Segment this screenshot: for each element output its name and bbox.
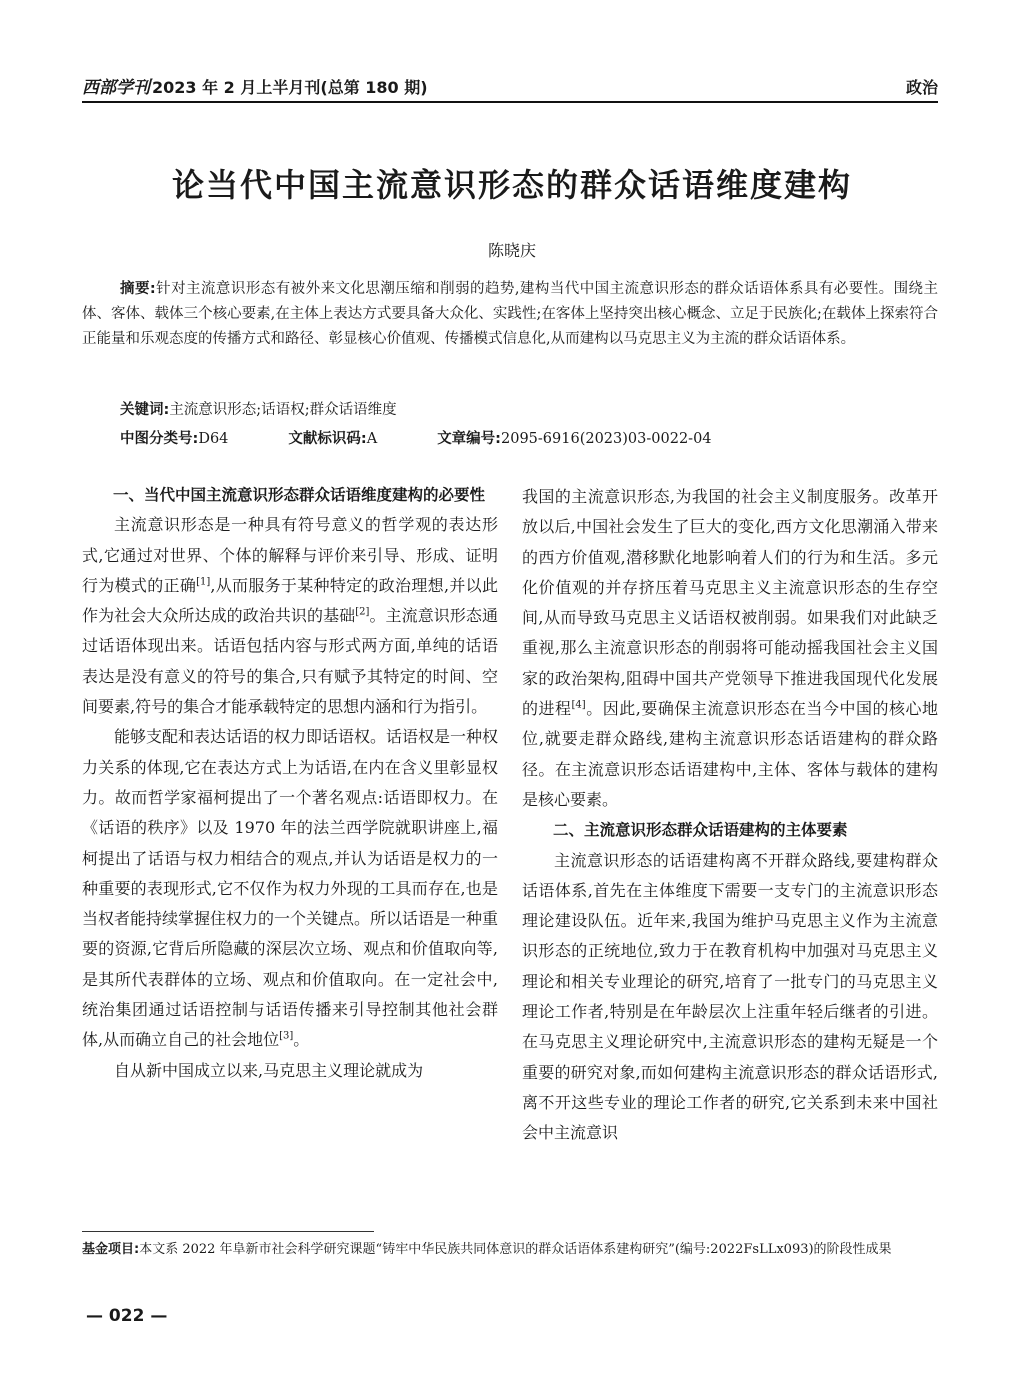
footnote-rule bbox=[82, 1231, 374, 1232]
paragraph: 主流意识形态的话语建构离不开群众路线,要建构群众话语体系,首先在主体维度下需要一支专门的主流意识形态理论建设队伍。近年来,我国为维护马克思主义作为主流意识形态的正统地位,致力于在教育机构中加强对马克思主义理论和相关专业理论的研究,培育了一批专门的马克思主义理论工作者,特别是在年龄层次上注重年轻后继者的引进。在马克思主义理论研究中,主流意识形态的建构无疑是一个重要的研究对象,而如何建构主流意识形态的群众话语形式,离不开这些专业的理论工作者的研究,它关系到未来中国社会中主流意识 bbox=[522, 850, 938, 1143]
paragraph: 能够支配和表达话语的权力即话语权。话语权是一种权力关系的体现,它在表达方式上为话语,在内在含义里彰显权力。故而哲学家福柯提出了一个著名观点:话语即权力。在《话语的秩序》以及 1970 年的法兰西学院就职讲座上,福柯提出了话语与权力相结合的观点,并认为话语是权力的一种重要的表现形式,它不仅作为权力外现的工具而存在,也是当权者能持续掌握住权力的一个关键点。所以话语是一种重要的资源,它背后所隐藏的深层次立场、观点和价值取向等,是其所代表群体的立场、观点和价值取向。在一定社会中,统治集团通过话语控制与话语传播来引导控制其他社会群体,从而确立自己的社会地位[3]。 bbox=[82, 727, 499, 1050]
doc-code-group bbox=[288, 427, 377, 448]
clc-value: D64 bbox=[198, 431, 229, 447]
abstract-label: 摘要: bbox=[120, 281, 156, 297]
citation-ref: [1] bbox=[196, 576, 211, 588]
section-label: 政治 bbox=[905, 78, 938, 97]
doc-code-label: 文献标识码: bbox=[288, 431, 367, 447]
keywords bbox=[120, 398, 397, 419]
article-title: 论当代中国主流意识形态的群众话语维度建构 bbox=[171, 166, 852, 204]
keywords-text: 主流意识形态;话语权;群众话语维度 bbox=[169, 402, 397, 418]
header-left bbox=[82, 73, 428, 98]
abstract bbox=[82, 277, 938, 352]
left-column bbox=[82, 480, 498, 1086]
clc-group bbox=[120, 427, 228, 448]
running-header bbox=[82, 66, 938, 98]
journal-logo: 西部学刊 bbox=[82, 78, 150, 98]
classification-line bbox=[120, 427, 938, 448]
author-name: 陈晓庆 bbox=[487, 241, 536, 260]
section-heading-2: 二、主流意识形态群众话语建构的主体要素 bbox=[553, 821, 848, 840]
article-number-label: 文章编号: bbox=[437, 431, 501, 447]
fund-text: 本文系 2022 年阜新市社会科学研究课题“铸牢中华民族共同体意识的群众话语体系建构研究”(编号:2022FsLLx093)的阶段性成果 bbox=[139, 1242, 892, 1257]
fund-label: 基金项目: bbox=[82, 1242, 140, 1257]
paragraph: 自从新中国成立以来,马克思主义理论就成为 bbox=[114, 1060, 424, 1080]
article-number-value: 2095-6916(2023)03-0022-04 bbox=[501, 431, 712, 447]
section-heading-1: 一、当代中国主流意识形态群众话语维度建构的必要性 bbox=[113, 486, 486, 504]
issue-info: 2023 年 2 月上半月刊(总第 180 期) bbox=[152, 78, 428, 97]
fund-note bbox=[82, 1238, 938, 1261]
paragraph: 我国的主流意识形态,为我国的社会主义制度服务。改革开放以后,中国社会发生了巨大的变化,西方文化思潮涌入带来的西方价值观,潜移默化地影响着人们的行为和生活。多元化价值观的并存挤压着马克思主义主流意识形态的生存空间,从而导致马克思主义话语权被削弱。如果我们对此缺乏重视,那么主流意识形态的削弱将可能动摇我国社会主义国家的政治架构,阻碍中国共产党领导下推进我国现代化发展的进程[4]。因此,要确保主流意识形态在当今中国的核心地位,就要走群众路线,建构主流意识形态话语建构的群众路径。在主流意识形态话语建构中,主体、客体与载体的建构是核心要素。 bbox=[522, 487, 938, 809]
page-number: — 022 — bbox=[86, 1306, 168, 1326]
right-column bbox=[522, 482, 938, 1149]
keywords-label: 关键词: bbox=[120, 402, 170, 418]
header-rule bbox=[82, 101, 938, 103]
clc-label: 中图分类号: bbox=[120, 431, 199, 447]
citation-ref: [2] bbox=[355, 606, 370, 618]
citation-ref: [4] bbox=[571, 699, 586, 711]
citation-ref: [3] bbox=[279, 1031, 294, 1043]
doc-code-value: A bbox=[366, 431, 378, 447]
article-number-group bbox=[437, 427, 711, 448]
abstract-text: 针对主流意识形态有被外来文化思潮压缩和削弱的趋势,建构当代中国主流意识形态的群众话语体系具有必要性。围绕主体、客体、载体三个核心要素,在主体上表达方式要具备大众化、实践性;在客体上坚持突出核心概念、立足于民族化;在载体上探索符合正能量和乐观态度的传播方式和路径、彰显核心价值观、传播模式信息化,从而建构以马克思主义为主流的群众话语体系。 bbox=[82, 281, 938, 347]
paragraph: 主流意识形态是一种具有符号意义的哲学观的表达形式,它通过对世界、个体的解释与评价来引导、形成、证明行为模式的正确[1],从而服务于某种特定的政治理想,并以此作为社会大众所达成的政治共识的基础[2]。主流意识形态通过话语体现出来。话语包括内容与形式两方面,单纯的话语表达是没有意义的符号的集合,只有赋予其特定的时间、空间要素,符号的集合才能承载特定的思想内涵和行为指引。 bbox=[82, 515, 498, 717]
